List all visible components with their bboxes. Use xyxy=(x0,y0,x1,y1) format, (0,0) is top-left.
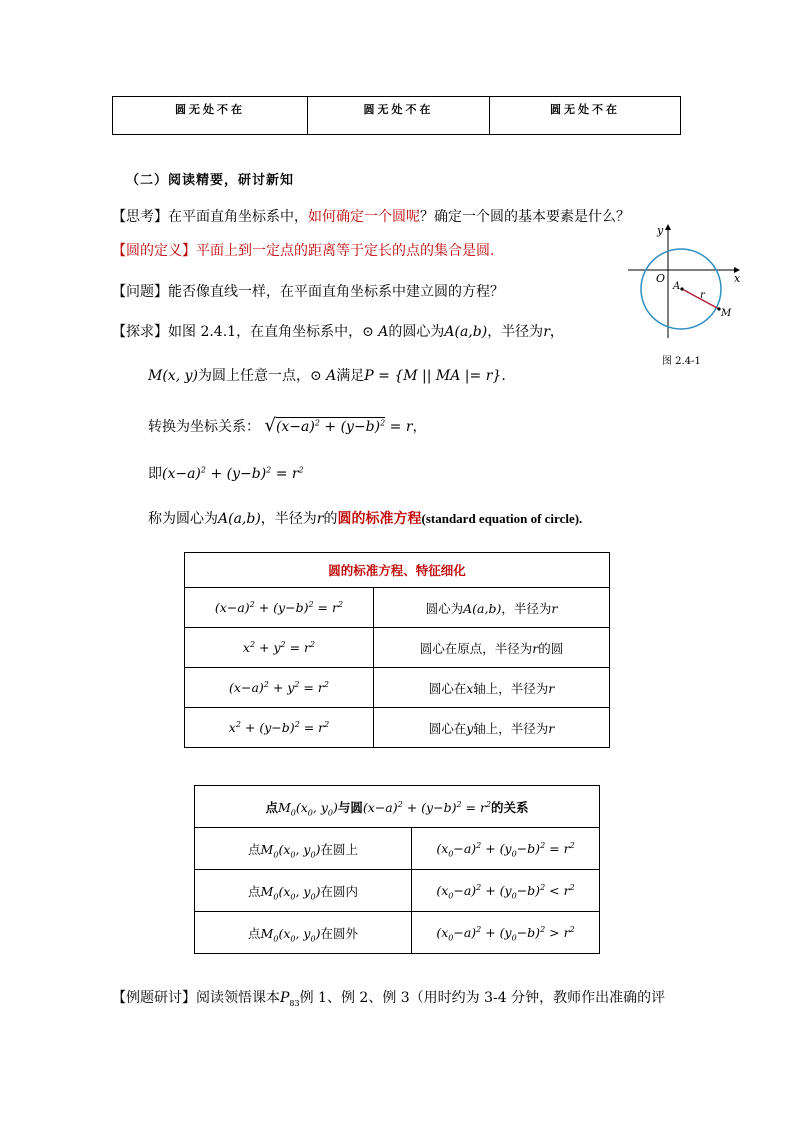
called-english: (standard equation of circle). xyxy=(421,511,583,526)
desc-text: 圆心在原点，半径为 xyxy=(419,640,533,656)
definition-text: 平面上到一定点的距离等于定长的点的集合是圆. xyxy=(196,243,495,259)
point-m0: $M_0(x_0$, $y_0$) xyxy=(260,925,321,943)
desc-r: r xyxy=(532,640,539,656)
called-text-1: 称为圆心为 xyxy=(148,511,218,527)
called-line xyxy=(148,510,582,528)
question-line xyxy=(112,283,504,301)
explore-r: r xyxy=(543,324,550,340)
desc-text: ，半径为 xyxy=(501,600,552,616)
row-text: 点 xyxy=(248,925,261,941)
y-axis-arrow xyxy=(665,224,671,230)
m-text-1: 为圆上任意一点， xyxy=(197,368,310,384)
description-cell xyxy=(374,628,610,668)
explore-a: A xyxy=(378,324,389,340)
think-line xyxy=(112,208,630,226)
r-label: r xyxy=(700,290,705,301)
example-text-2: 例 1、例 2、例 3（用时约为 3-4 分钟，教师作出准确的评 xyxy=(299,990,666,1006)
convert-end: ， xyxy=(412,419,427,435)
called-red: 圆的标准方程 xyxy=(337,511,422,527)
circle-symbol: ⊙ xyxy=(362,324,374,340)
table-row xyxy=(113,97,681,135)
relation-sign: > xyxy=(549,925,560,940)
definition-line xyxy=(112,242,494,260)
row-text: 在圆内 xyxy=(320,883,358,899)
m-label: M xyxy=(721,308,732,319)
relation-cell: $(x_0-a)^2 + (y_0-b)^2 < r^2$ xyxy=(412,870,600,912)
relation-cell: $(x_0-a)^2 + (y_0-b)^2 = r^2$ xyxy=(412,828,600,870)
table-row xyxy=(195,786,600,828)
table-row xyxy=(185,708,610,748)
equation-cell: $x^2 + y^2 = r^2$ xyxy=(185,628,374,668)
point-m0: $M_0(x_0$, $y_0$) xyxy=(277,799,338,817)
desc-r: r xyxy=(548,720,555,736)
section-title: （二）阅读精要，研讨新知 xyxy=(126,173,295,188)
desc-r: r xyxy=(548,680,555,696)
description-cell xyxy=(374,708,610,748)
table-row xyxy=(185,553,610,588)
point-cell xyxy=(195,828,412,870)
desc-text: 轴上，半径为 xyxy=(473,720,549,736)
think-tag: 【思考】 xyxy=(112,209,168,225)
explore-text-2: 的圆心为 xyxy=(388,324,445,340)
point-circle-table xyxy=(194,785,600,954)
sqrt-equation: $√(x-a)^2 + (y-b)^2 = r$ xyxy=(264,415,413,436)
point-cell xyxy=(195,912,412,954)
desc-r: r xyxy=(551,600,558,616)
equation-cell: $x^2 + (y-b)^2 = r^2$ xyxy=(185,708,374,748)
ie-text: 即 xyxy=(148,466,162,482)
m-line xyxy=(148,367,506,385)
example-text-1: 阅读领悟课本 xyxy=(196,990,280,1006)
row-text: 在圆外 xyxy=(320,925,358,941)
center-point xyxy=(680,287,683,290)
example-tag: 【例题研讨】 xyxy=(112,990,196,1006)
desc-text: 圆心为 xyxy=(425,600,464,616)
top-table xyxy=(112,96,681,135)
example-sub: 83 xyxy=(289,998,300,1008)
table-row xyxy=(185,588,610,628)
table-row xyxy=(195,912,600,954)
table-header: 圆的标准方程、特征细化 xyxy=(185,553,610,588)
table-cell: 圆无处不在 xyxy=(113,97,308,135)
equation-cell: $(x-a)^2 + y^2 = r^2$ xyxy=(185,668,374,708)
a-label: A xyxy=(673,281,681,292)
circle-equation: $(x-a)^2 + (y-b)^2 = r^2$ xyxy=(362,799,492,815)
think-text-1: 在平面直角坐标系中， xyxy=(168,209,308,225)
header-text: 的关系 xyxy=(491,799,529,815)
table-cell: 圆无处不在 xyxy=(308,97,490,135)
circle-symbol: ⊙ xyxy=(309,368,322,384)
origin-label: O xyxy=(656,272,666,285)
definition-tag: 【圆的定义】 xyxy=(112,243,196,259)
point-m0: $M_0(x_0$, $y_0$) xyxy=(260,841,321,859)
header-text: 与圆 xyxy=(337,799,363,815)
question-text: 能否像直线一样，在平面直角坐标系中建立圆的方程？ xyxy=(168,284,504,300)
description-cell xyxy=(374,668,610,708)
convert-text: 转换为坐标关系： xyxy=(148,419,260,435)
ie-line xyxy=(148,465,304,483)
example-line xyxy=(112,989,665,1007)
think-text-2: ？确定一个圆的基本要素是什么？ xyxy=(420,209,630,225)
description-cell xyxy=(374,588,610,628)
called-text-2: ，半径为 xyxy=(260,511,317,527)
table-row xyxy=(195,828,600,870)
explore-line xyxy=(112,323,564,341)
m-end: . xyxy=(501,368,506,384)
row-text: 在圆上 xyxy=(320,841,358,857)
x-label: x xyxy=(734,272,741,285)
desc-center: A(a,b) xyxy=(463,600,502,616)
question-tag: 【问题】 xyxy=(112,284,168,300)
desc-text: 的圆 xyxy=(538,640,564,656)
m-text-2: 满足 xyxy=(336,368,365,384)
point-cell xyxy=(195,870,412,912)
desc-text: 圆心在 xyxy=(428,720,467,736)
called-r: r xyxy=(316,511,324,527)
relation-sign: < xyxy=(549,883,560,898)
desc-text: 圆心在 xyxy=(428,680,467,696)
row-text: 点 xyxy=(248,883,261,899)
explore-text-4: ， xyxy=(549,324,564,340)
desc-axis: y xyxy=(466,720,474,736)
called-text-3: 的 xyxy=(323,511,338,527)
m-a: A xyxy=(326,368,337,384)
explore-tag: 【探求】 xyxy=(112,324,168,340)
circle-figure xyxy=(624,222,744,372)
explore-center: A(a,b) xyxy=(444,324,488,340)
called-center: A(a,b) xyxy=(218,511,261,527)
table-row xyxy=(185,628,610,668)
relation-cell: $(x_0-a)^2 + (y_0-b)^2 > r^2$ xyxy=(412,912,600,954)
point-m0: $M_0(x_0$, $y_0$) xyxy=(260,883,321,901)
example-p: P xyxy=(280,990,290,1006)
desc-axis: x xyxy=(466,680,474,696)
m-set: P = {M || MA |= r} xyxy=(364,368,502,384)
standard-equation: $(x-a)^2 + (y-b)^2 = r^2$ xyxy=(162,465,304,482)
table-header xyxy=(195,786,600,828)
convert-line xyxy=(148,417,427,436)
desc-text: 轴上，半径为 xyxy=(473,680,549,696)
y-label: y xyxy=(657,224,664,237)
think-text-red: 如何确定一个圆呢 xyxy=(308,209,420,225)
table-cell: 圆无处不在 xyxy=(490,97,681,135)
m-point: M(x, y) xyxy=(148,368,198,384)
standard-equation-table xyxy=(184,552,610,748)
header-text: 点 xyxy=(265,799,278,815)
explore-text-1: 如图 2.4.1，在直角坐标系中， xyxy=(168,324,363,340)
relation-sign: = xyxy=(549,841,560,856)
explore-text-3: ，半径为 xyxy=(487,324,544,340)
figure-caption: 图 2.4-1 xyxy=(662,356,701,367)
row-text: 点 xyxy=(248,841,261,857)
table-row xyxy=(185,668,610,708)
equation-cell: $(x-a)^2 + (y-b)^2 = r^2$ xyxy=(185,588,374,628)
table-row xyxy=(195,870,600,912)
